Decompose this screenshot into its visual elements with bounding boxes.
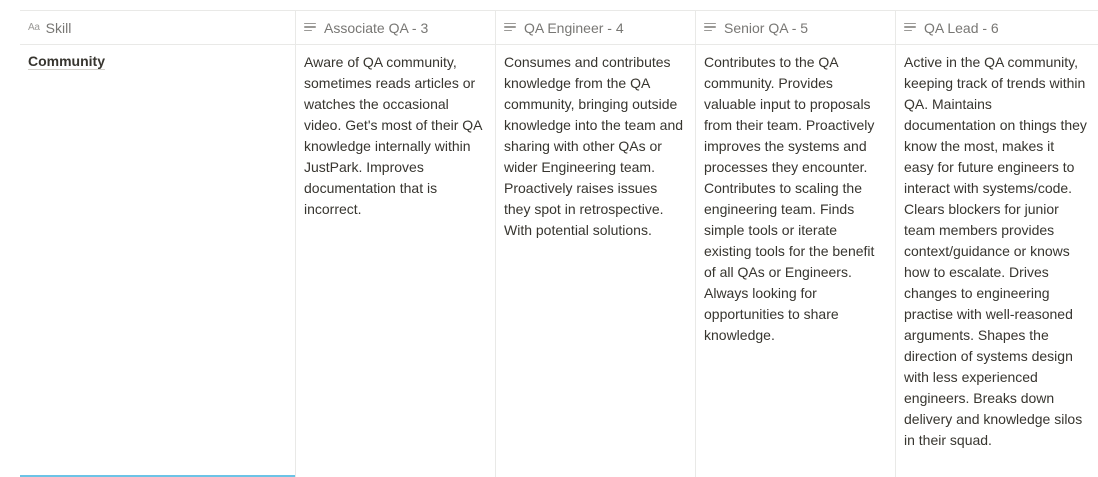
column-header-label: QA Lead - 6 [924,19,999,36]
cell-associate-qa[interactable]: Aware of QA community, sometimes reads articles or watches the occasional video. Get's most of their QA knowledge internally within JustPark. Improves documentation that is incorrect. [295,45,495,477]
text-lines-icon [704,22,716,34]
column-header-qa-lead[interactable] [895,11,1098,44]
column-header-senior-qa[interactable] [695,11,895,44]
column-header-associate-qa[interactable] [295,11,495,44]
skill-title[interactable]: Community [28,53,105,69]
cell-senior-qa[interactable]: Contributes to the QA community. Provides valuable input to proposals from their team. Proactively improves the systems and processes they encounter. Contributes to scaling the engineering team. Finds simple tools or iterate existing tools for the benefit of all QAs or Engineers. Always looking for opportunities to share knowledge. [695,45,895,477]
title-icon: Aa [28,21,40,33]
skills-table [20,10,1098,477]
column-header-qa-engineer[interactable] [495,11,695,44]
text-lines-icon [504,22,516,34]
cell-skill[interactable] [20,45,295,477]
column-header-label: QA Engineer - 4 [524,19,624,36]
cell-qa-engineer[interactable]: Consumes and contributes knowledge from the QA community, bringing outside knowledge into the team and sharing with other QAs or wider Engineering team. Proactively raises issues they spot in retrospective. With potential solutions. [495,45,695,477]
column-header-label: Senior QA - 5 [724,19,809,36]
column-header-label: Skill [45,19,72,36]
cell-qa-lead[interactable]: Active in the QA community, keeping track of trends within QA. Maintains documentation on things they know the most, makes it easy for future engineers to interact with systems/code. Clears blockers for junior team members provides context/guidance or knows how to escalate. Drives changes to engineering practise with well-reasoned arguments. Shapes the direction of systems design with less experienced engineers. Breaks down delivery and knowledge silos in their squad. [895,45,1095,477]
text-lines-icon [904,22,916,34]
column-header-skill[interactable] [20,11,295,44]
text-lines-icon [304,22,316,34]
column-header-label: Associate QA - 3 [324,19,429,36]
table-row[interactable] [20,45,1098,477]
table-header-row [20,11,1098,45]
